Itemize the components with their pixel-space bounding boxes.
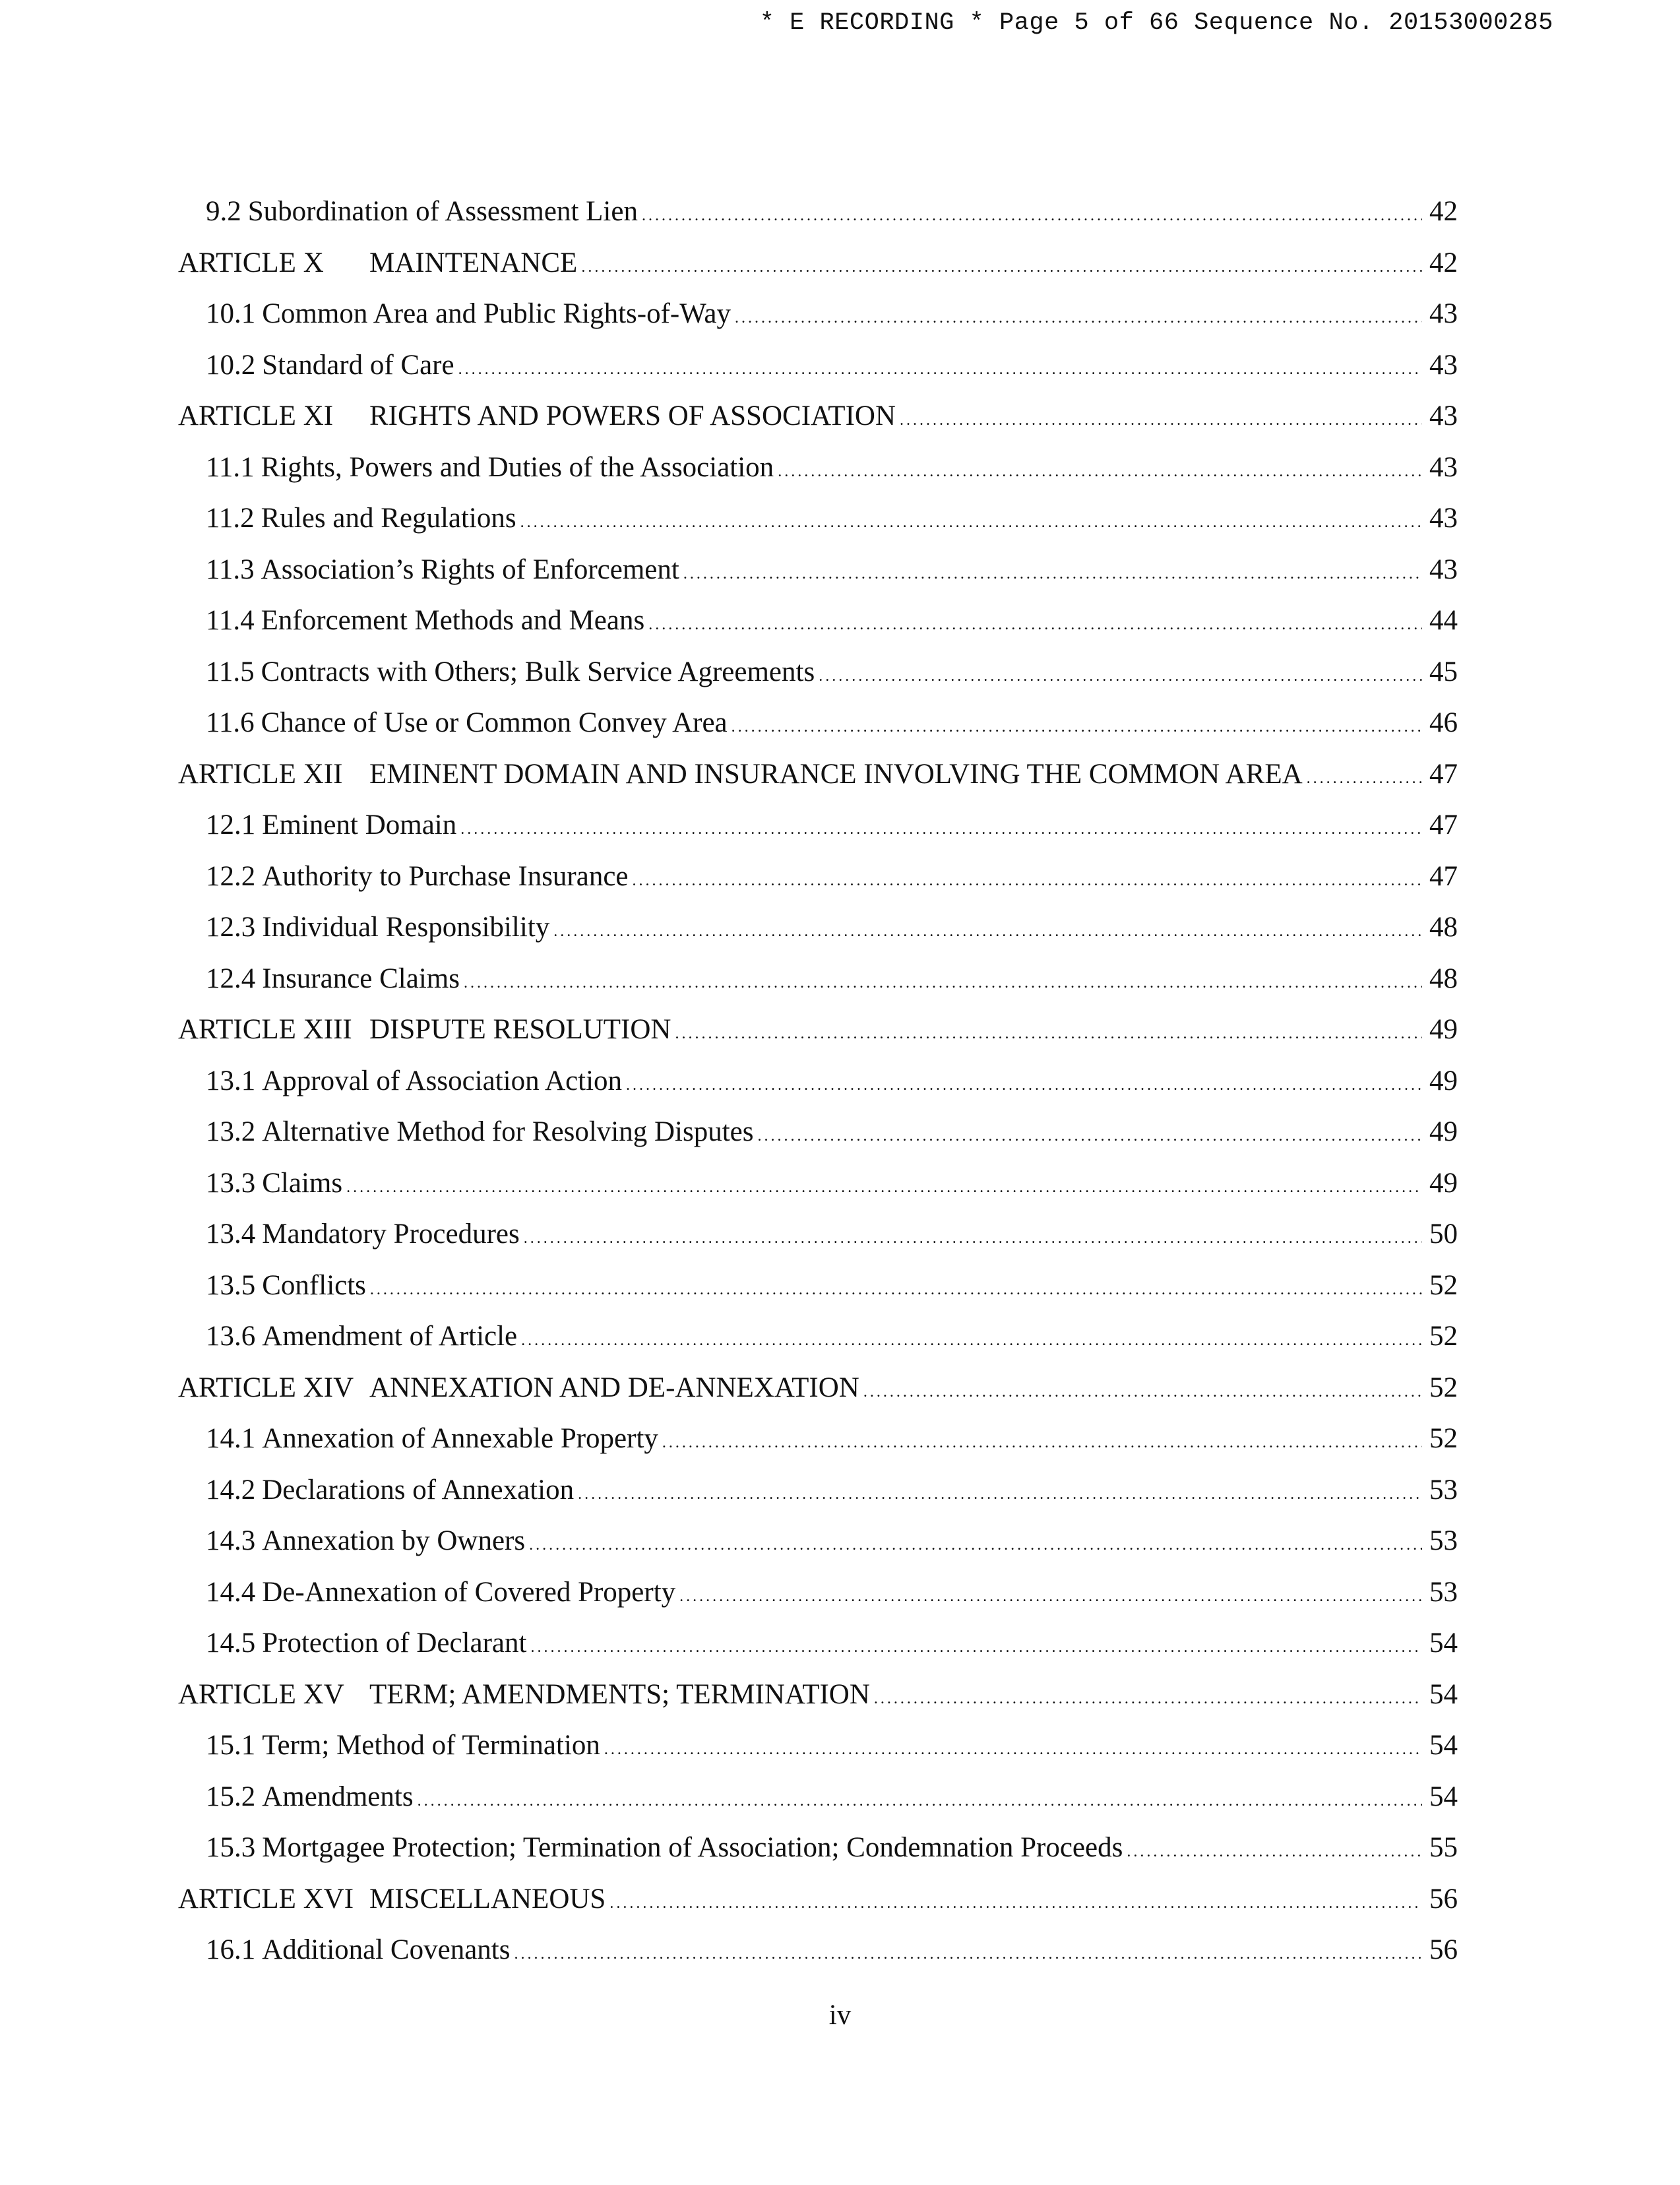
toc-entry-number: ARTICLE XIII <box>178 1014 352 1045</box>
toc-entry-number: 10.1 <box>206 298 256 329</box>
toc-entry-page: 54 <box>1429 1781 1458 1812</box>
toc-entry-title: Individual Responsibility <box>262 912 550 943</box>
toc-section-entry <box>178 1056 1458 1107</box>
toc-entry-page: 43 <box>1429 298 1458 329</box>
toc-section-entry <box>178 800 1458 851</box>
toc-entry-number: 14.2 <box>206 1474 256 1505</box>
dot-leader <box>553 924 1422 939</box>
toc-article-entry <box>178 238 1458 289</box>
toc-entry-number: 14.4 <box>206 1576 256 1608</box>
toc-entry-page: 53 <box>1429 1474 1458 1505</box>
toc-entry-page: 49 <box>1429 1065 1458 1096</box>
toc-article-entry <box>178 391 1458 442</box>
toc-entry-title: Conflicts <box>262 1269 366 1301</box>
toc-entry-page: 46 <box>1429 707 1458 738</box>
toc-entry-title: Amendment of Article <box>262 1321 518 1352</box>
dot-leader <box>679 1589 1422 1604</box>
dot-leader <box>460 821 1422 837</box>
toc-entry-page: 43 <box>1429 400 1458 431</box>
toc-entry-number: ARTICLE XI <box>178 400 334 431</box>
toc-entry-page: 52 <box>1429 1321 1458 1352</box>
toc-entry-number: ARTICLE XVI <box>178 1883 354 1915</box>
toc-entry-number: 13.4 <box>206 1219 256 1250</box>
dot-leader <box>609 1895 1422 1911</box>
toc-entry-page: 55 <box>1429 1832 1458 1863</box>
dot-leader <box>757 1128 1422 1144</box>
toc-article-entry <box>178 1362 1458 1414</box>
toc-entry-page: 48 <box>1429 912 1458 943</box>
toc-section-entry <box>178 902 1458 953</box>
dot-leader <box>648 617 1422 633</box>
toc-entry-number: 14.5 <box>206 1628 256 1659</box>
dot-leader <box>418 1793 1422 1809</box>
toc-entry-title: Chance of Use or Common Convey Area <box>261 707 728 738</box>
toc-entry-page: 45 <box>1429 656 1458 687</box>
toc-entry-title: Amendments <box>262 1781 414 1812</box>
toc-entry-number: 16.1 <box>206 1934 256 1965</box>
toc-entry-number: 13.5 <box>206 1269 256 1301</box>
toc-section-entry <box>178 1106 1458 1158</box>
toc-entry-number: 11.6 <box>206 707 255 738</box>
toc-entry-page: 43 <box>1429 349 1458 381</box>
toc-entry-page: 56 <box>1429 1883 1458 1915</box>
toc-entry-page: 56 <box>1429 1934 1458 1965</box>
dot-leader <box>604 1742 1422 1758</box>
page-number: iv <box>828 2000 852 2031</box>
toc-entry-page: 42 <box>1429 196 1458 227</box>
dot-leader <box>370 1282 1422 1298</box>
toc-entry-number: 12.1 <box>206 809 256 840</box>
dot-leader <box>642 208 1422 224</box>
toc-entry-page: 47 <box>1429 809 1458 840</box>
dot-leader <box>900 412 1422 428</box>
toc-entry-title: Term; Method of Termination <box>262 1730 600 1761</box>
toc-entry-page: 47 <box>1429 860 1458 892</box>
toc-entry-title: Additional Covenants <box>262 1934 511 1965</box>
toc-entry-number: 15.3 <box>206 1832 256 1863</box>
toc-entry-number: ARTICLE XIV <box>178 1372 354 1403</box>
toc-entry-title: EMINENT DOMAIN AND INSURANCE INVOLVING THE COMMON AREA <box>369 758 1303 790</box>
toc-entry-title: DISPUTE RESOLUTION <box>369 1014 671 1045</box>
toc-entry-title: Declarations of Annexation <box>262 1474 575 1505</box>
toc-entry-title: Claims <box>262 1167 343 1199</box>
toc-section-entry <box>178 1515 1458 1567</box>
toc-entry-page: 54 <box>1429 1678 1458 1710</box>
toc-entry-title: Annexation of Annexable Property <box>262 1423 658 1454</box>
toc-entry-title: MISCELLANEOUS <box>369 1883 606 1915</box>
dot-leader <box>520 515 1422 530</box>
dot-leader <box>529 1537 1422 1553</box>
toc-entry-title: ANNEXATION AND DE-ANNEXATION <box>369 1372 859 1403</box>
toc-section-entry <box>178 595 1458 647</box>
toc-entry-number: 15.1 <box>206 1730 256 1761</box>
toc-entry-title: TERM; AMENDMENTS; TERMINATION <box>369 1678 870 1710</box>
toc-entry-title: Eminent Domain <box>262 809 457 840</box>
toc-entry-title: Alternative Method for Resolving Disputes <box>262 1116 754 1147</box>
dot-leader <box>346 1180 1422 1195</box>
dot-leader <box>863 1384 1422 1400</box>
toc-section-entry <box>178 953 1458 1005</box>
toc-entry-title: Standard of Care <box>262 349 454 381</box>
toc-article-entry <box>178 1669 1458 1721</box>
toc-entry-number: 13.6 <box>206 1321 256 1352</box>
toc-entry-number: 13.1 <box>206 1065 256 1096</box>
dot-leader <box>633 873 1422 889</box>
toc-entry-title: De-Annexation of Covered Property <box>262 1576 676 1608</box>
dot-leader <box>675 1026 1422 1042</box>
toc-section-entry <box>178 1720 1458 1771</box>
toc-section-entry <box>178 1209 1458 1260</box>
toc-entry-title: Authority to Purchase Insurance <box>262 860 629 892</box>
toc-section-entry <box>178 1465 1458 1516</box>
dot-leader <box>530 1639 1422 1655</box>
dot-leader <box>524 1230 1422 1246</box>
dot-leader <box>731 719 1422 735</box>
toc-entry-number: 13.3 <box>206 1167 256 1199</box>
toc-section-entry <box>178 851 1458 902</box>
dot-leader <box>874 1691 1422 1707</box>
toc-entry-page: 50 <box>1429 1219 1458 1250</box>
toc-entry-page: 49 <box>1429 1116 1458 1147</box>
toc-entry-number: 11.5 <box>206 656 255 687</box>
toc-entry-number: 14.1 <box>206 1423 256 1454</box>
toc-entry-number: 12.2 <box>206 860 256 892</box>
toc-entry-page: 47 <box>1429 758 1458 790</box>
toc-entry-page: 52 <box>1429 1372 1458 1403</box>
toc-entry-title: RIGHTS AND POWERS OF ASSOCIATION <box>369 400 896 431</box>
toc-section-entry <box>178 1311 1458 1362</box>
dot-leader <box>578 1486 1422 1502</box>
toc-entry-number: 11.2 <box>206 503 255 534</box>
toc-entry-number: 13.2 <box>206 1116 256 1147</box>
toc-section-entry <box>178 697 1458 749</box>
toc-section-entry <box>178 1822 1458 1874</box>
toc-entry-title: Enforcement Methods and Means <box>261 605 645 636</box>
toc-entry-number: 10.2 <box>206 349 256 381</box>
toc-entry-title: Insurance Claims <box>262 963 460 994</box>
toc-entry-number: 11.3 <box>206 554 255 585</box>
toc-section-entry <box>178 288 1458 340</box>
dot-leader <box>1127 1844 1422 1860</box>
toc-section-entry <box>178 186 1458 238</box>
toc-entry-page: 54 <box>1429 1730 1458 1761</box>
toc-section-entry <box>178 1618 1458 1669</box>
dot-leader <box>778 464 1422 480</box>
toc-section-entry <box>178 442 1458 493</box>
toc-entry-number: 15.2 <box>206 1781 256 1812</box>
toc-entry-number: ARTICLE X <box>178 247 324 278</box>
toc-entry-number: 11.1 <box>206 451 255 483</box>
toc-section-entry <box>178 1158 1458 1209</box>
toc-entry-title: Rights, Powers and Duties of the Association <box>261 451 774 483</box>
toc-entry-page: 52 <box>1429 1423 1458 1454</box>
toc-entry-title: Mortgagee Protection; Termination of Association; Condemnation Proceeds <box>262 1832 1123 1863</box>
toc-entry-title: Contracts with Others; Bulk Service Agreements <box>261 656 815 687</box>
dot-leader <box>662 1435 1422 1451</box>
toc-section-entry <box>178 1567 1458 1618</box>
toc-entry-page: 49 <box>1429 1014 1458 1045</box>
recording-header: * E RECORDING * Page 5 of 66 Sequence No. 20153000285 <box>759 9 1553 37</box>
dot-leader <box>521 1333 1422 1348</box>
toc-entry-title: Protection of Declarant <box>262 1628 527 1659</box>
toc-section-entry <box>178 340 1458 391</box>
toc-entry-title: Subordination of Assessment Lien <box>247 196 638 227</box>
dot-leader <box>819 668 1422 684</box>
toc-entry-page: 53 <box>1429 1525 1458 1556</box>
toc-entry-title: Rules and Regulations <box>261 503 516 534</box>
toc-entry-number: 14.3 <box>206 1525 256 1556</box>
dot-leader <box>458 362 1422 377</box>
toc-entry-page: 43 <box>1429 451 1458 483</box>
toc-entry-title: Annexation by Owners <box>262 1525 526 1556</box>
toc-entry-number: 12.3 <box>206 912 256 943</box>
toc-section-entry <box>178 544 1458 596</box>
toc-entry-number: ARTICLE XV <box>178 1678 344 1710</box>
toc-entry-title: Common Area and Public Rights-of-Way <box>262 298 731 329</box>
toc-entry-title: MAINTENANCE <box>369 247 578 278</box>
dot-leader <box>735 310 1422 326</box>
toc-entry-page: 48 <box>1429 963 1458 994</box>
toc-section-entry <box>178 1771 1458 1823</box>
toc-entry-title: Approval of Association Action <box>262 1065 623 1096</box>
toc-entry-page: 43 <box>1429 554 1458 585</box>
dot-leader <box>683 566 1422 582</box>
dot-leader <box>514 1946 1422 1962</box>
toc-article-entry <box>178 749 1458 800</box>
toc-entry-page: 53 <box>1429 1576 1458 1608</box>
toc-entry-page: 43 <box>1429 503 1458 534</box>
dot-leader <box>581 259 1422 275</box>
dot-leader <box>626 1077 1422 1093</box>
dot-leader <box>1307 771 1422 786</box>
toc-section-entry <box>178 1413 1458 1465</box>
toc-section-entry <box>178 1924 1458 1976</box>
toc-section-entry <box>178 647 1458 698</box>
toc-entry-number: 11.4 <box>206 605 255 636</box>
toc-entry-page: 49 <box>1429 1167 1458 1199</box>
toc-entry-page: 42 <box>1429 247 1458 278</box>
toc-entry-title: Mandatory Procedures <box>262 1219 520 1250</box>
toc-section-entry <box>178 1260 1458 1312</box>
toc-section-entry <box>178 493 1458 544</box>
toc-entry-page: 54 <box>1429 1628 1458 1659</box>
dot-leader <box>464 975 1422 991</box>
table-of-contents <box>178 186 1458 1976</box>
toc-entry-number: 12.4 <box>206 963 256 994</box>
toc-entry-page: 44 <box>1429 605 1458 636</box>
toc-entry-page: 52 <box>1429 1269 1458 1301</box>
toc-entry-title: Association’s Rights of Enforcement <box>261 554 679 585</box>
toc-article-entry <box>178 1004 1458 1056</box>
toc-article-entry <box>178 1874 1458 1925</box>
toc-entry-number: ARTICLE XII <box>178 758 343 790</box>
toc-entry-number: 9.2 <box>206 196 241 227</box>
